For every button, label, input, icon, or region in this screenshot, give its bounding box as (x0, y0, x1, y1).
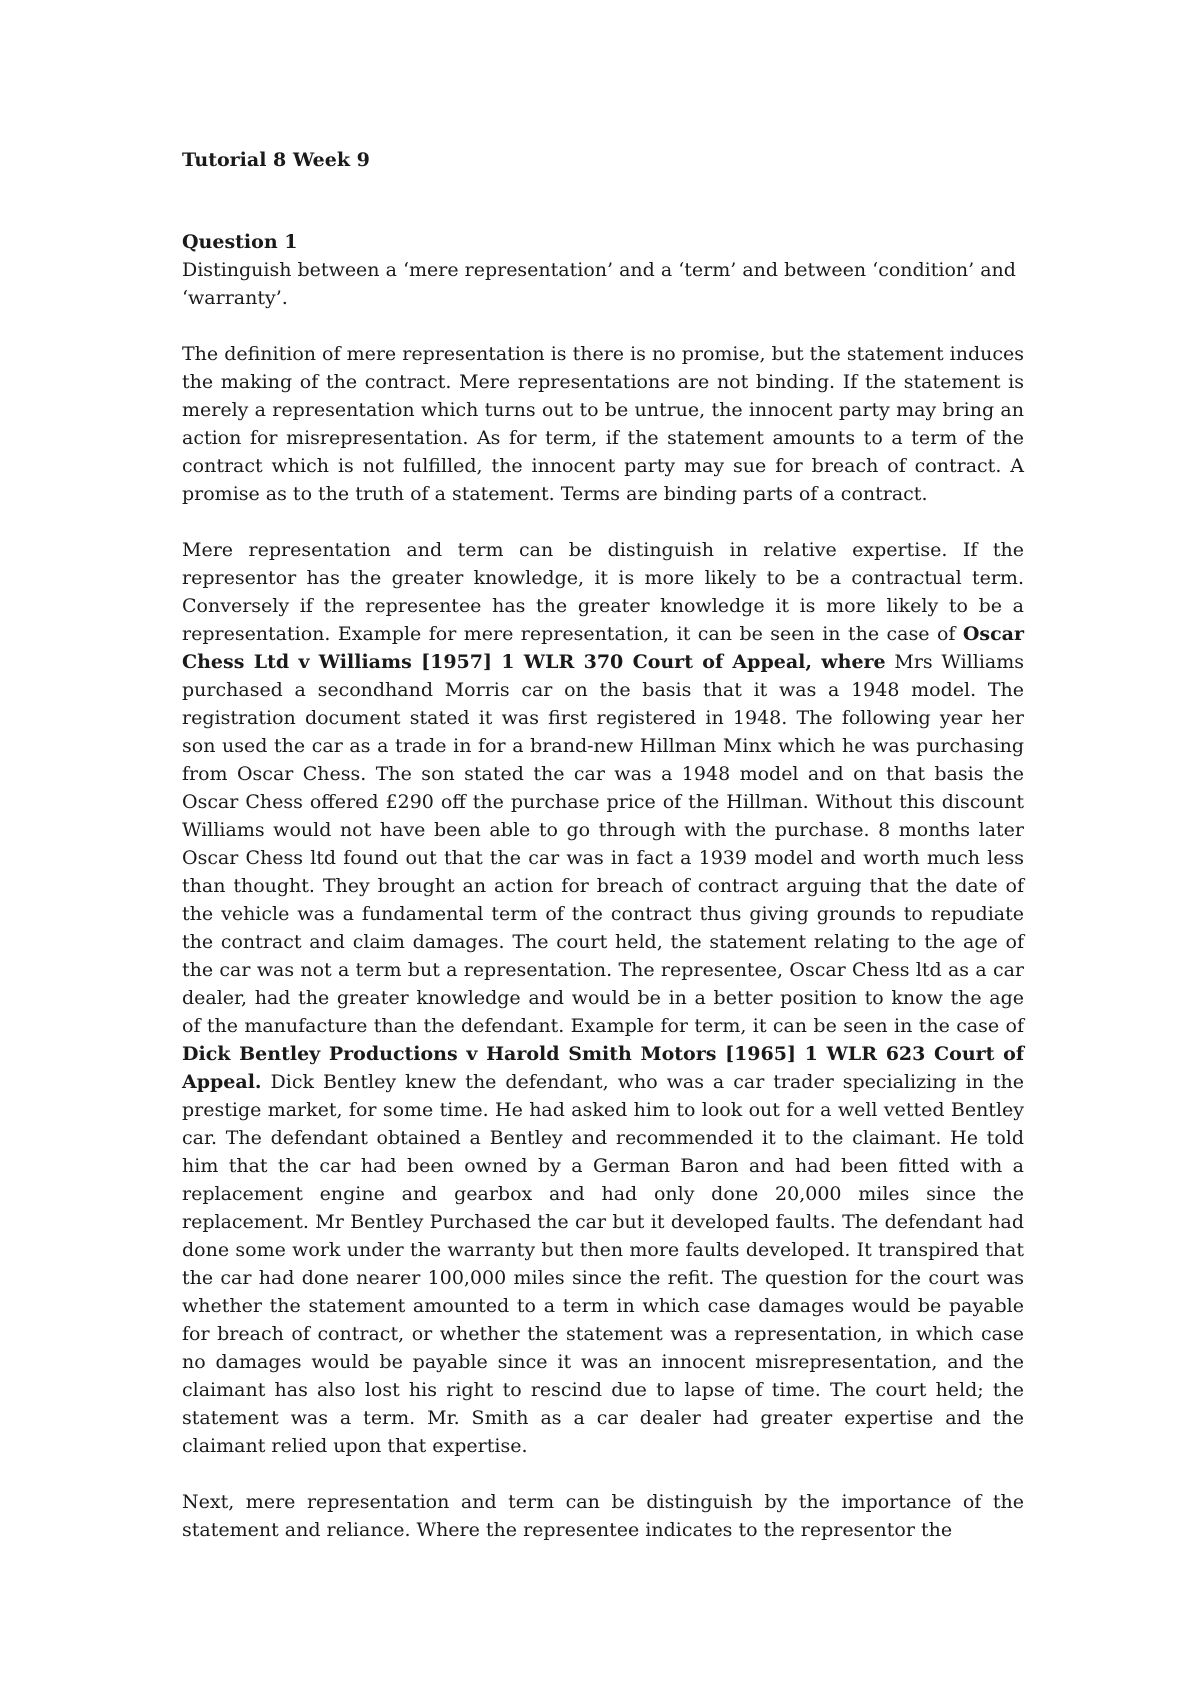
case-citation-oscar-chess: Oscar Chess Ltd v Williams [1957] 1 WLR 370 Court of Appeal, where (182, 623, 1024, 673)
paragraph-text: Dick Bentley knew the defendant, who was a car trader specializing in the prestige market, for some time. He had asked him to look out for a well vetted Bentley car. The defendant obtained a Bentley and recommended it to the claimant. He told him that the car had been owned by a German Baron and had been fitted with a replacement engine and gearbox and had only done 20,000 miles since the replacement. Mr Bentley Purchased the car but it developed faults. The defendant had done some work under the warranty but then more faults developed. It transpired that the car had done nearer 100,000 miles since the refit. The question for the court was whether the statement amounted to a term in which case damages would be payable for breach of contract, or whether the statement was a representation, in which case no damages would be payable since it was an innocent misrepresentation, and the claimant has also lost his right to rescind due to lapse of time. The court held; the statement was a term. Mr. Smith as a car dealer had greater expertise and the claimant relied upon that expertise. (182, 1071, 1024, 1457)
case-citation-dick-bentley: Dick Bentley Productions v Harold Smith Motors [1965] 1 WLR 623 Court of Appeal. (182, 1043, 1024, 1093)
paragraph-text: Mere representation and term can be distinguish in relative expertise. If the representor has the greater knowledge, it is more likely to be a contractual term. Conversely if the representee has the greater knowledge it is more likely to be a representation. Example for mere representation, it can be seen in the case of (182, 539, 1024, 645)
paragraph-importance-reliance: Next, mere representation and term can be distinguish by the importance of the statement and reliance. Where the representee indicates to the representor the (182, 1491, 1024, 1541)
document-body (182, 146, 1024, 1572)
paragraph-definition: The definition of mere representation is there is no promise, but the statement induces the making of the contract. Mere representations are not binding. If the statement is merely a representation which turns out to be untrue, the innocent party may bring an action for misrepresentation. As for term, if the statement amounts to a term of the contract which is not fulfilled, the innocent party may sue for breach of contract. A promise as to the truth of a statement. Terms are binding parts of a contract. (182, 343, 1024, 505)
question-heading: Question 1 (182, 231, 298, 253)
paragraph-relative-expertise (182, 536, 1024, 1460)
question-text: Distinguish between a ‘mere representation’ and a ‘term’ and between ‘condition’ and ‘warranty’. (182, 259, 1016, 309)
document-title: Tutorial 8 Week 9 (182, 149, 370, 171)
paragraph-text: Mrs Williams purchased a secondhand Morris car on the basis that it was a 1948 model. The registration document stated it was first registered in 1948. The following year her son used the car as a trade in for a brand-new Hillman Minx which he was purchasing from Oscar Chess. The son stated the car was a 1948 model and on that basis the Oscar Chess offered £290 off the purchase price of the Hillman. Without this discount Williams would not have been able to go through with the purchase. 8 months later Oscar Chess ltd found out that the car was in fact a 1939 model and worth much less than thought. They brought an action for breach of contract arguing that the date of the vehicle was a fundamental term of the contract thus giving grounds to repudiate the contract and claim damages. The court held, the statement relating to the age of the car was not a term but a representation. The representee, Oscar Chess ltd as a car dealer, had the greater knowledge and would be in a better position to know the age of the manufacture than the defendant. Example for term, it can be seen in the case of (182, 651, 1025, 1037)
